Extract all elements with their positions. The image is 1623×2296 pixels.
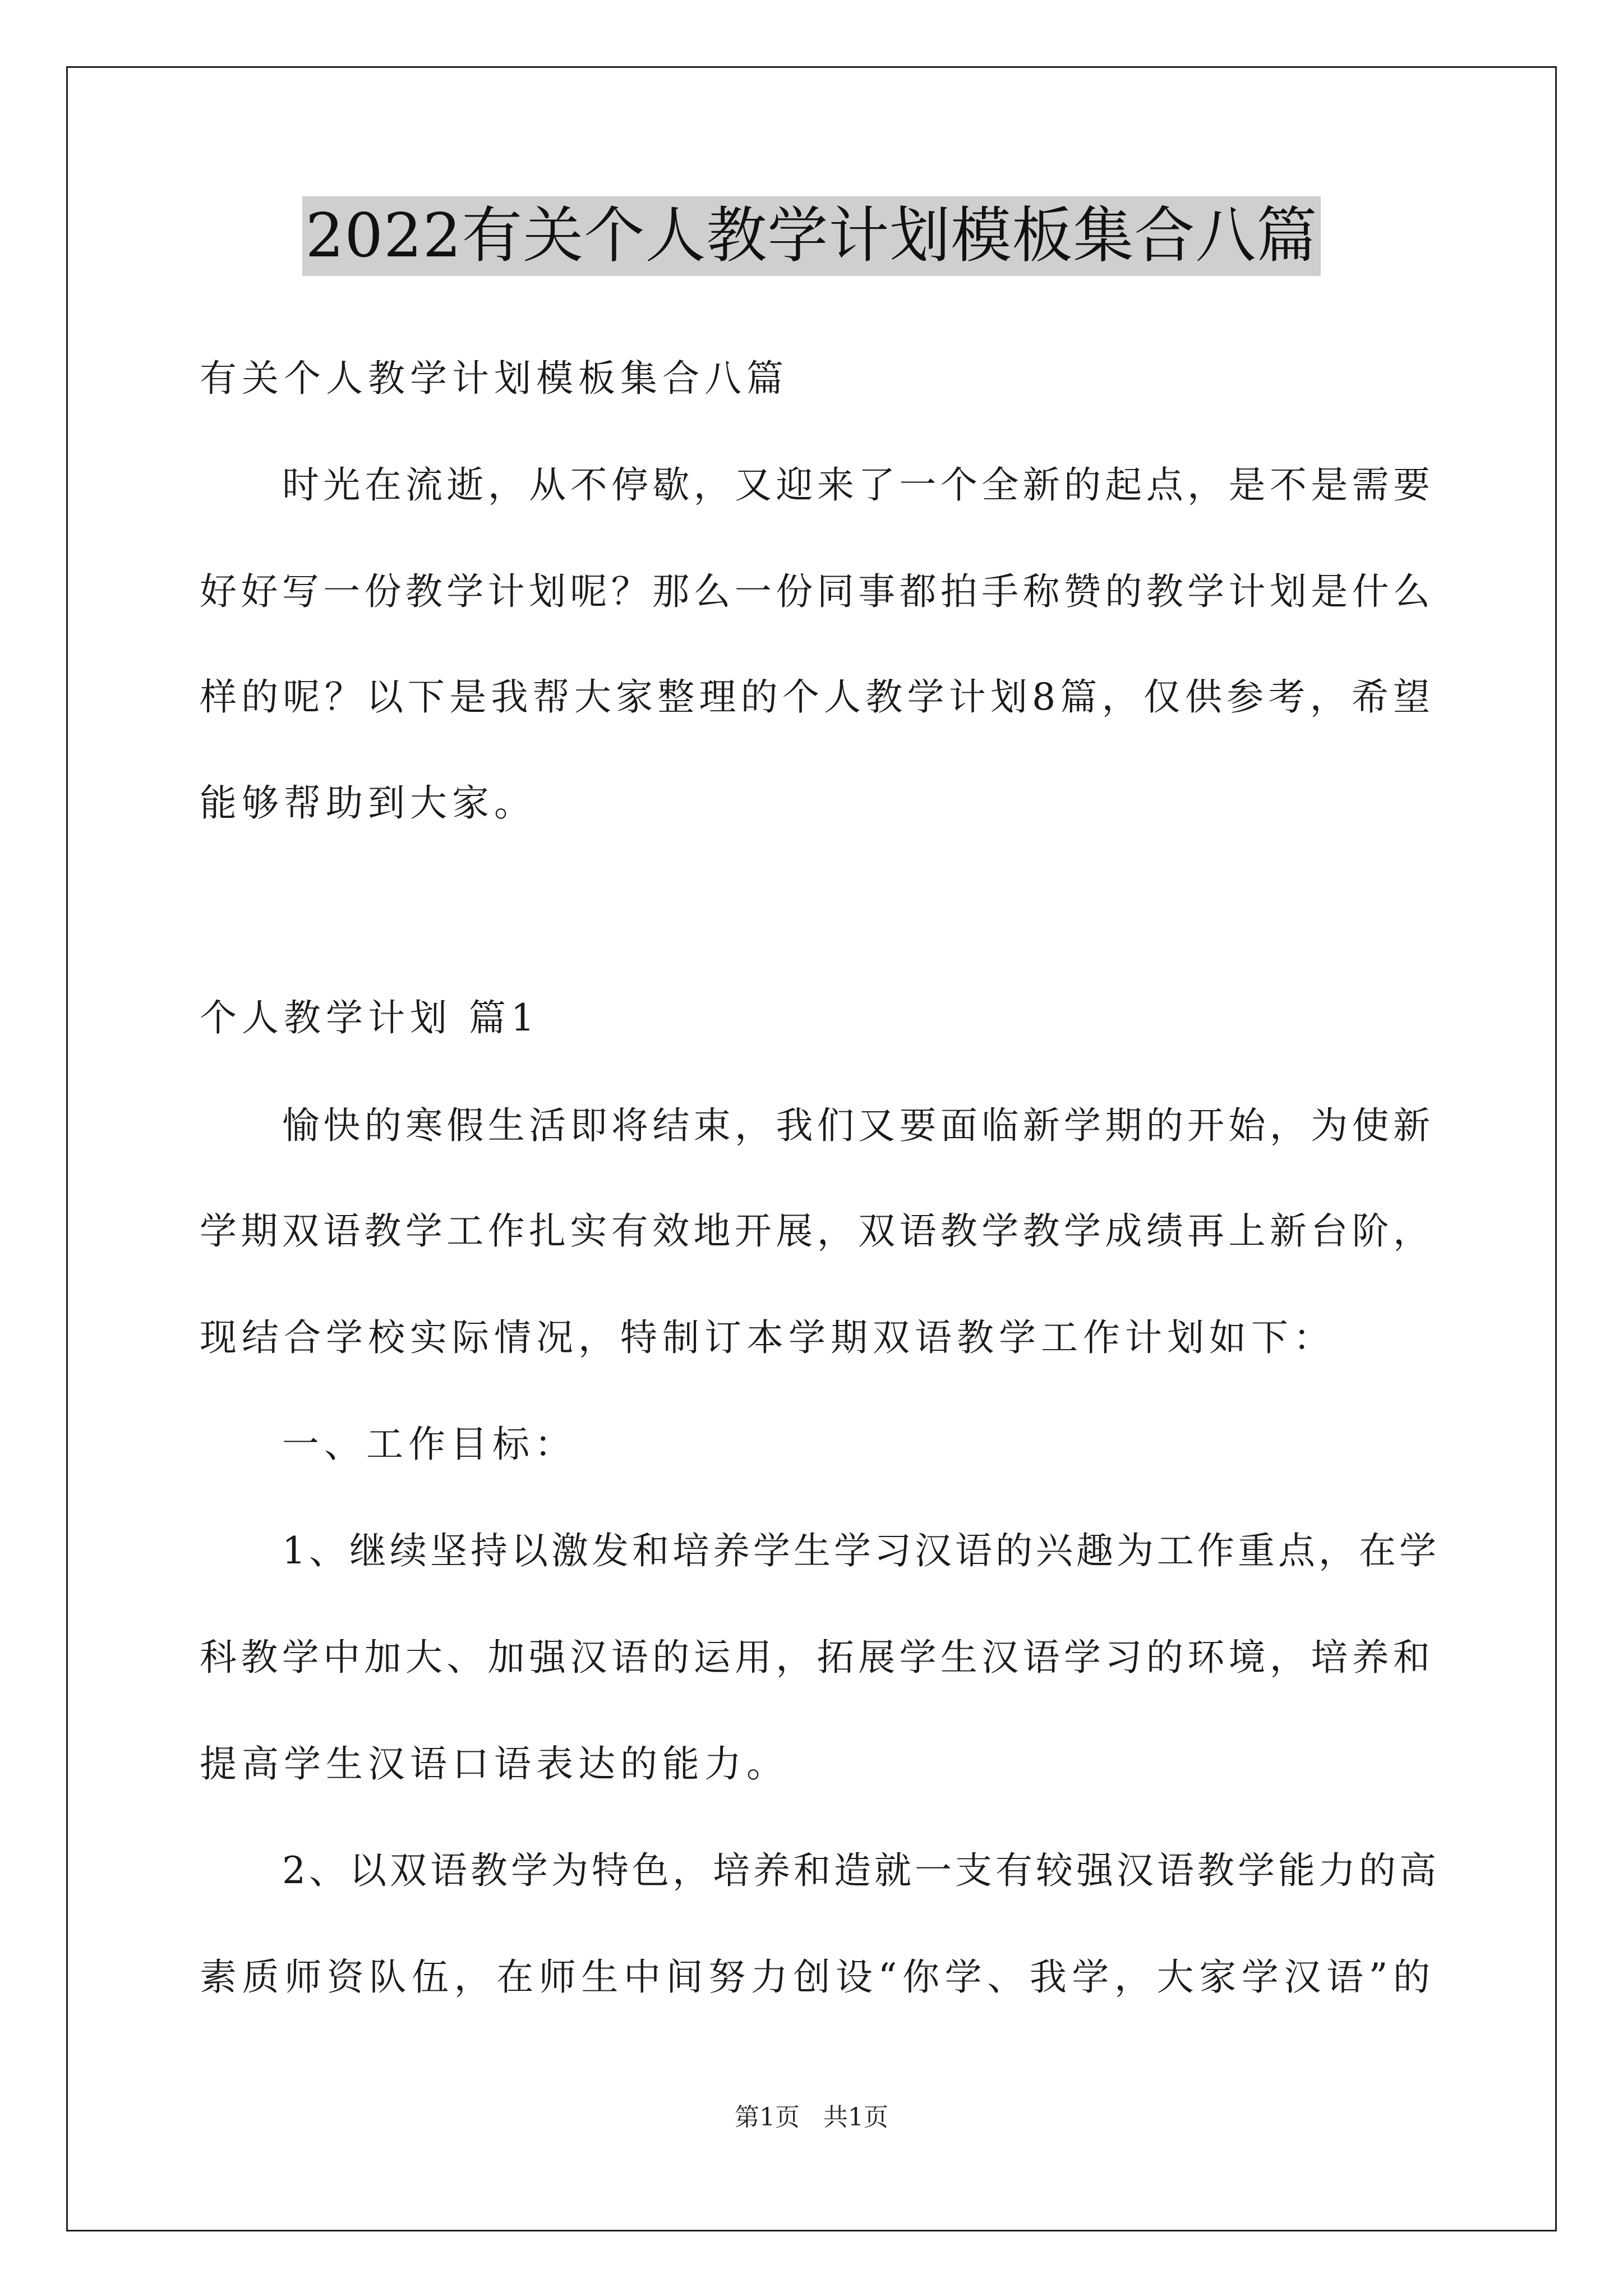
paragraph-line: 时光在流逝，从不停歇，又迎来了一个全新的起点，是不是需要	[282, 463, 1433, 507]
list-heading: 一、工作目标：	[282, 1423, 577, 1466]
paragraph-line: 好好写一份教学计划呢？那么一份同事都拍手称赞的教学计划是什么	[200, 570, 1433, 613]
title-container	[0, 196, 1623, 276]
document-title: 2022有关个人教学计划模板集合八篇	[302, 196, 1321, 276]
paragraph-line: 现结合学校实际情况，特制订本学期双语教学工作计划如下：	[200, 1316, 1335, 1359]
page-footer	[0, 2101, 1623, 2134]
paragraph-line: 2、以双语教学为特色，培养和造就一支有较强汉语教学能力的高	[282, 1849, 1440, 1892]
paragraph-line: 科教学中加大、加强汉语的运用，拓展学生汉语学习的环境，培养和	[200, 1636, 1433, 1679]
paragraph-line: 能够帮助到大家。	[200, 781, 536, 825]
paragraph-line: 样的呢？以下是我帮大家整理的个人教学计划8篇，仅供参考，希望	[200, 675, 1433, 719]
paragraph-line: 学期双语教学工作扎实有效地开展，双语教学教学成绩再上新台阶，	[200, 1209, 1433, 1253]
section-heading: 个人教学计划 篇1	[200, 996, 540, 1039]
paragraph-line: 提高学生汉语口语表达的能力。	[200, 1742, 789, 1786]
paragraph-line: 愉快的寒假生活即将结束，我们又要面临新学期的开始，为使新	[282, 1104, 1433, 1147]
page-total: 共1页	[823, 2103, 888, 2132]
subtitle-line: 有关个人教学计划模板集合八篇	[200, 357, 789, 400]
paragraph-line: 1、继续坚持以激发和培养学生学习汉语的兴趣为工作重点，在学	[282, 1529, 1440, 1572]
paragraph-line: 素质师资队伍，在师生中间努力创设“你学、我学，大家学汉语”的	[200, 1955, 1433, 1999]
page-number: 第1页	[735, 2103, 800, 2132]
